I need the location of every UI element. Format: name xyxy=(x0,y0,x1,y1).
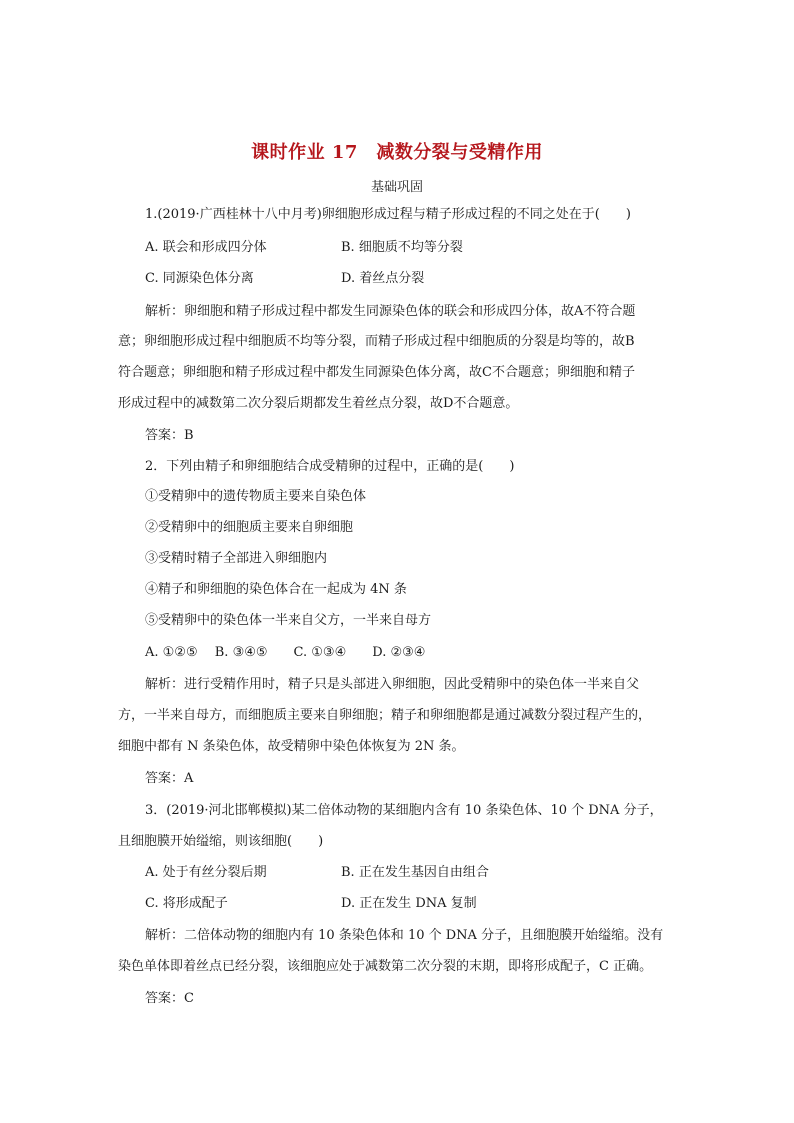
page-title: 课时作业 17 减数分裂与受精作用 xyxy=(251,142,543,163)
question-2-explanation-line: 细胞中都有 N 条染色体，故受精卵中染色体恢复为 2N 条。 xyxy=(118,739,465,754)
question-1-explanation-line: 解析：卵细胞和精子形成过程中都发生同源染色体的联会和形成四分体，故A不符合题 xyxy=(145,304,636,319)
question-1-explanation-line: 意；卵细胞形成过程中细胞质不均等分裂，而精子形成过程中细胞质的分裂是均等的，故B xyxy=(118,334,635,349)
question-3-answer: 答案：C xyxy=(145,991,194,1006)
question-3-stem-continued: 且细胞膜开始缢缩，则该细胞( ) xyxy=(118,834,324,849)
question-1-option-c: C. 同源染色体分离 xyxy=(145,271,254,286)
question-1-explanation-line: 符合题意；卵细胞和精子形成过程中都发生同源染色体分离，故C不合题意；卵细胞和精子 xyxy=(118,365,635,380)
question-3-stem: 3．(2019·河北邯郸模拟)某二倍体动物的某细胞内含有 10 条染色体、10 个 DNA 分子， xyxy=(145,803,663,818)
question-2-stem: 2．下列由精子和卵细胞结合成受精卵的过程中，正确的是( ) xyxy=(145,459,515,474)
question-2-item: ③受精时精子全部进入卵细胞内 xyxy=(145,551,328,566)
question-3-option-d: D. 正在发生 DNA 复制 xyxy=(341,896,477,911)
question-1-answer: 答案：B xyxy=(145,428,194,443)
question-2-item: ④精子和卵细胞的染色体合在一起成为 4N 条 xyxy=(145,582,407,597)
question-1-stem: 1.(2019·广西桂林十八中月考)卵细胞形成过程与精子形成过程的不同之处在于( ) xyxy=(145,207,631,222)
question-2-item: ②受精卵中的细胞质主要来自卵细胞 xyxy=(145,520,354,535)
question-2-item: ⑤受精卵中的染色体一半来自父方，一半来自母方 xyxy=(145,613,432,628)
question-2-explanation-line: 方，一半来自母方，而细胞质主要来自卵细胞；精子和卵细胞都是通过减数分裂过程产生的， xyxy=(118,708,652,723)
question-2-explanation-line: 解析：进行受精作用时，精子只是头部进入卵细胞，因此受精卵中的染色体一半来自父 xyxy=(145,677,640,692)
question-3-option-a: A. 处于有丝分裂后期 xyxy=(145,865,267,880)
question-3-option-b: B. 正在发生基因自由组合 xyxy=(341,865,489,880)
question-1-explanation-line: 形成过程中的减数第二次分裂后期都发生着丝点分裂，故D不合题意。 xyxy=(118,396,519,411)
question-1-option-a: A. 联会和形成四分体 xyxy=(145,240,267,255)
question-2-answer: 答案：A xyxy=(145,771,194,786)
question-3-explanation-line: 解析：二倍体动物的细胞内有 10 条染色体和 10 个 DNA 分子，且细胞膜开始缢缩。没有 xyxy=(145,928,664,943)
question-2-item: ①受精卵中的遗传物质主要来自染色体 xyxy=(145,489,367,504)
question-1-option-b: B. 细胞质不均等分裂 xyxy=(341,240,463,255)
question-1-option-d: D. 着丝点分裂 xyxy=(341,271,425,286)
section-heading: 基础巩固 xyxy=(370,180,423,195)
question-2-options: A. ①②⑤ B. ③④⑤ C. ①③④ D. ②③④ xyxy=(145,645,426,660)
question-3-explanation-line: 染色单体即着丝点已经分裂，该细胞应处于减数第二次分裂的末期，即将形成配子，C 正确。 xyxy=(118,959,653,974)
question-3-option-c: C. 将形成配子 xyxy=(145,896,228,911)
